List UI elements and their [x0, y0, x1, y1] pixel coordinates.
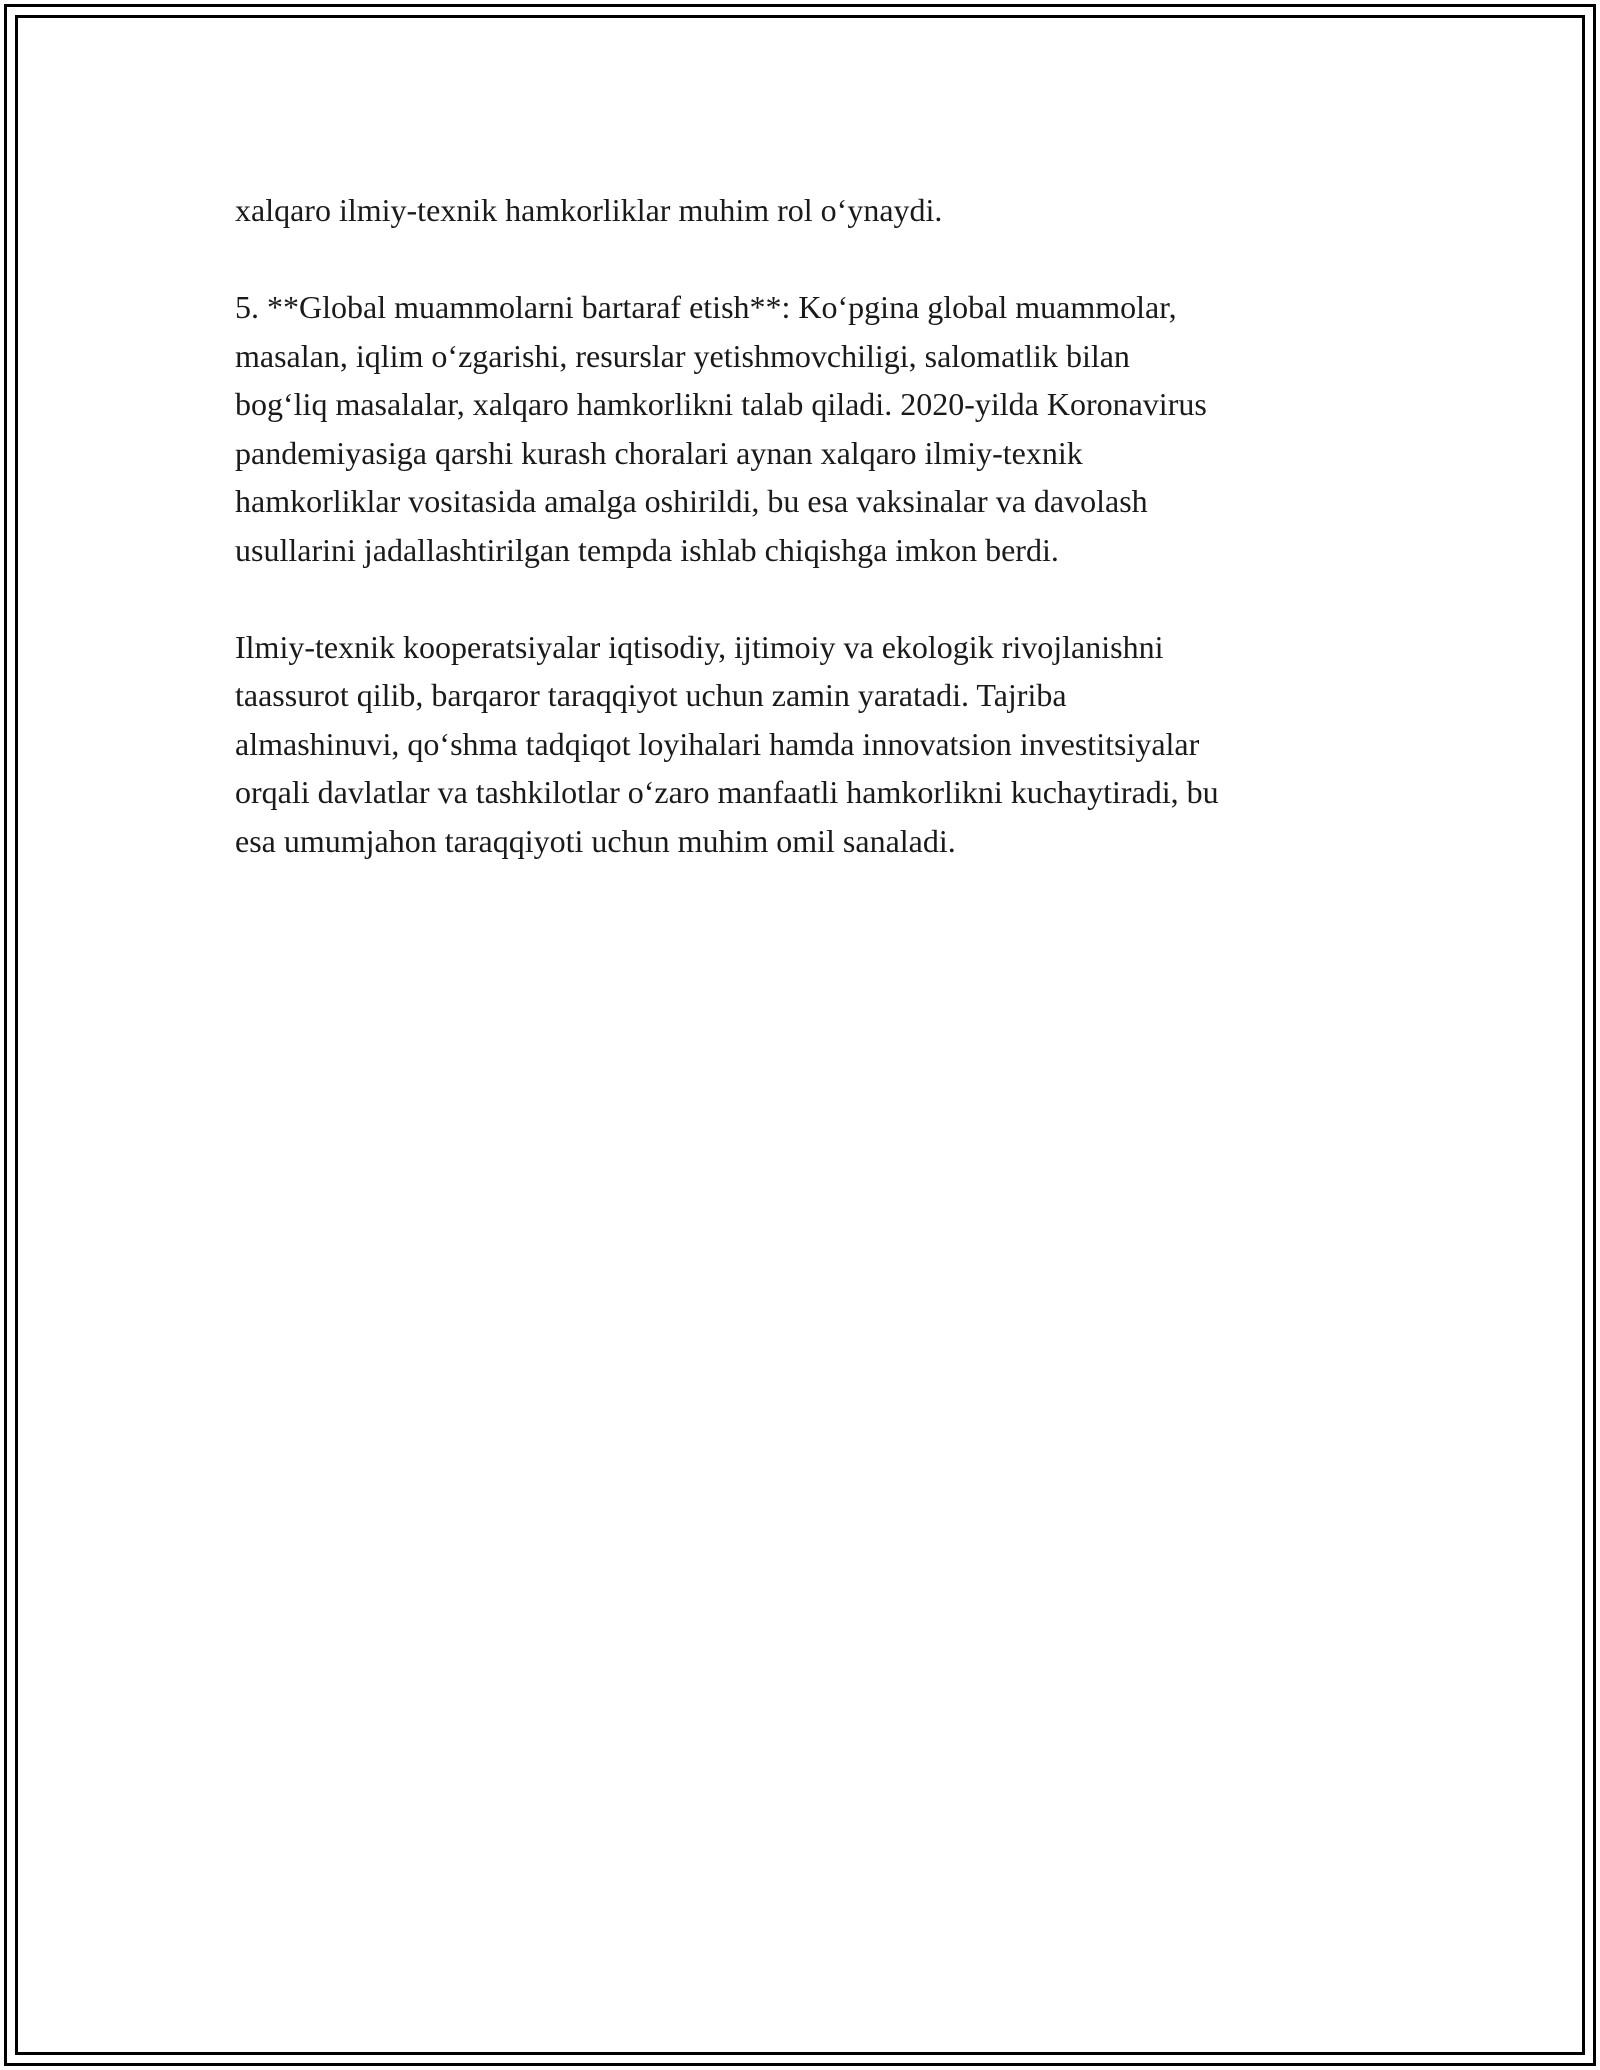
paragraph-continuation: xalqaro ilmiy-texnik hamkorliklar muhim rol o‘ynaydi.	[235, 192, 943, 228]
paragraph-global-problems: 5. **Global muammolarni bartaraf etish**: Ko‘pgina global muammolar, masalan, iqlim o‘zgarishi, resurslar yetishmovchiligi, salomatlik bilan bog‘liq masalalar, xalqaro hamkorlikni talab qiladi. 2020-yilda Koronavirus pandemiyasiga qarshi kurash choralari aynan xalqaro ilmiy-texnik hamkorliklar vositasida amalga oshirildi, bu esa vaksinalar va davolash usullarini jadallashtirilgan tempda ishlab chiqishga imkon berdi.	[235, 289, 1207, 568]
paragraph-conclusion: Ilmiy-texnik kooperatsiyalar iqtisodiy, ijtimoiy va ekologik rivojlanishni taassurot qilib, barqaror taraqqiyot uchun zamin yaratadi. Tajriba almashinuvi, qo‘shma tadqiqot loyihalari hamda innovatsion investitsiyalar orqali davlatlar va tashkilotlar o‘zaro manfaatli hamkorlikni kuchaytiradi, bu esa umumjahon taraqqiyoti uchun muhim omil sanaladi.	[235, 628, 1219, 859]
document-body	[235, 186, 1385, 914]
